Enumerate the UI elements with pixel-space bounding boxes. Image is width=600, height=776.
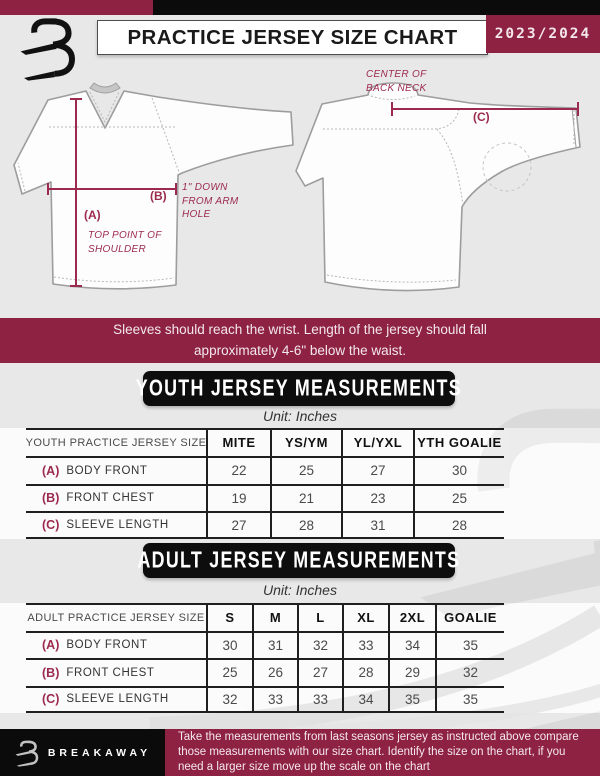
row-label: FRONT CHEST xyxy=(66,492,155,505)
youth-row-c-label-cell xyxy=(26,511,206,539)
top-accent-bar xyxy=(0,0,600,15)
youth-col-goalie: YTH GOALIE xyxy=(413,428,504,456)
table-cell: 33 xyxy=(252,686,297,714)
youth-col-ylyxl: YL/YXL xyxy=(341,428,413,456)
table-cell: 25 xyxy=(270,456,341,484)
marker-a-label: (A) xyxy=(84,208,101,222)
table-cell: 25 xyxy=(413,484,504,512)
adult-row-c-label-cell xyxy=(26,686,206,714)
table-cell: 19 xyxy=(206,484,270,512)
row-label: BODY FRONT xyxy=(66,639,148,652)
table-cell: 21 xyxy=(270,484,341,512)
table-cell: 35 xyxy=(435,686,504,714)
row-key: (A) xyxy=(42,638,60,653)
row-key: (A) xyxy=(42,463,60,478)
adult-section-title: ADULT JERSEY MEASUREMENTS xyxy=(137,547,461,573)
marker-c-note: CENTER OF BACK NECK xyxy=(366,69,427,94)
page-title-box xyxy=(97,20,488,55)
footer-monogram-icon xyxy=(14,738,40,768)
youth-section-header xyxy=(135,371,463,406)
adult-col-2xl: 2XL xyxy=(388,603,435,631)
table-cell: 28 xyxy=(342,658,388,686)
table-cell: 35 xyxy=(388,686,435,714)
table-cell: 27 xyxy=(341,456,413,484)
adult-col-xl: XL xyxy=(342,603,388,631)
row-key: (B) xyxy=(42,665,60,680)
marker-b-label: (B) xyxy=(150,189,167,203)
brand-monogram-icon xyxy=(16,12,80,84)
youth-col-ysym: YS/YM xyxy=(270,428,341,456)
table-cell: 31 xyxy=(252,631,297,659)
table-cell: 27 xyxy=(206,511,270,539)
table-cell: 35 xyxy=(435,631,504,659)
table-cell: 29 xyxy=(388,658,435,686)
youth-section-title: YOUTH JERSEY MEASUREMENTS xyxy=(135,375,463,401)
fit-note-banner xyxy=(0,318,600,363)
youth-size-col-header: YOUTH PRACTICE JERSEY SIZE xyxy=(26,428,206,456)
table-cell: 30 xyxy=(206,631,252,659)
youth-unit-label: Unit: Inches xyxy=(263,408,337,424)
adult-col-m: M xyxy=(252,603,297,631)
table-cell: 34 xyxy=(388,631,435,659)
adult-unit-label: Unit: Inches xyxy=(263,582,337,598)
table-cell: 31 xyxy=(341,511,413,539)
row-key: (C) xyxy=(42,692,60,707)
adult-size-table xyxy=(26,603,504,713)
table-cell: 28 xyxy=(413,511,504,539)
footer-note-text: Take the measurements from last seasons jersey as instructed above compare those measurements with our size chart. Identify the size on the chart, if you need a larger size move up the scale on the chart xyxy=(178,731,579,773)
youth-row-b-label-cell xyxy=(26,484,206,512)
row-key: (B) xyxy=(42,491,60,506)
front-jersey-illustration xyxy=(14,83,293,289)
row-label: SLEEVE LENGTH xyxy=(66,519,169,532)
row-label: SLEEVE LENGTH xyxy=(66,693,169,706)
table-cell: 34 xyxy=(342,686,388,714)
row-label: BODY FRONT xyxy=(66,464,148,477)
footer-note-block xyxy=(165,729,600,776)
adult-col-l: L xyxy=(297,603,342,631)
adult-col-goalie: GOALIE xyxy=(435,603,504,631)
youth-col-mite: MITE xyxy=(206,428,270,456)
table-cell: 26 xyxy=(252,658,297,686)
row-key: (C) xyxy=(42,518,60,533)
season-badge xyxy=(486,15,600,53)
table-cell: 28 xyxy=(270,511,341,539)
table-cell: 30 xyxy=(413,456,504,484)
adult-col-s: S xyxy=(206,603,252,631)
adult-size-col-header: ADULT PRACTICE JERSEY SIZE xyxy=(26,603,206,631)
table-cell: 32 xyxy=(206,686,252,714)
footer-brand-name: BREAKAWAY xyxy=(47,746,152,759)
top-accent-black xyxy=(153,0,600,15)
table-cell: 32 xyxy=(297,631,342,659)
marker-a-note: TOP POINT OF SHOULDER xyxy=(88,230,162,255)
table-cell: 33 xyxy=(342,631,388,659)
table-cell: 27 xyxy=(297,658,342,686)
marker-c-label: (C) xyxy=(473,110,490,124)
table-cell: 33 xyxy=(297,686,342,714)
page-title: PRACTICE JERSEY SIZE CHART xyxy=(127,25,458,49)
adult-row-a-label-cell xyxy=(26,631,206,659)
table-cell: 23 xyxy=(341,484,413,512)
adult-row-b-label-cell xyxy=(26,658,206,686)
jersey-diagram xyxy=(0,55,600,318)
back-jersey-illustration xyxy=(296,83,580,291)
table-cell: 22 xyxy=(206,456,270,484)
youth-row-a-label-cell xyxy=(26,456,206,484)
adult-section-header xyxy=(137,543,461,578)
season-label: 2023/2024 xyxy=(494,26,592,42)
table-cell: 25 xyxy=(206,658,252,686)
footer-brand-block xyxy=(0,729,165,776)
fit-note-text: Sleeves should reach the wrist. Length of the jersey should fall approximately 4-6" below the waist. xyxy=(113,322,487,358)
marker-b-note: 1" DOWN FROM ARM HOLE xyxy=(182,182,239,220)
row-label: FRONT CHEST xyxy=(66,666,155,679)
youth-size-table xyxy=(26,428,504,539)
table-cell: 32 xyxy=(435,658,504,686)
footer xyxy=(0,729,600,776)
